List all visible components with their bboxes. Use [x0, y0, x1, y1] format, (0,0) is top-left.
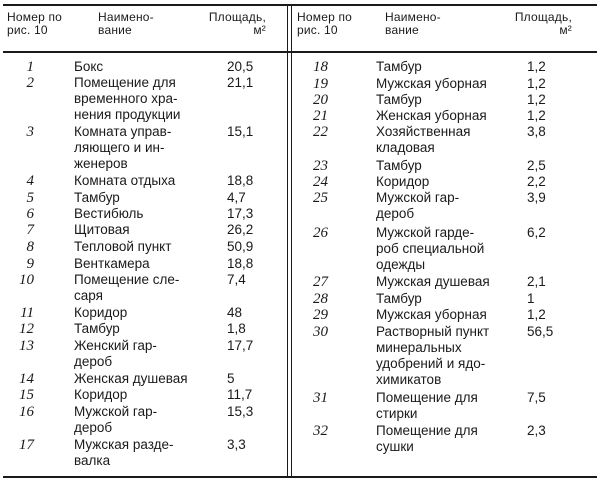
header-number [297, 11, 352, 37]
room-area: 3,9 [527, 190, 546, 205]
room-name-line: Комната управ- [74, 124, 172, 139]
room-name-line: Венткамера [74, 256, 150, 271]
room-name-line: Мужская уборная [376, 76, 487, 91]
room-name-line: нения продукции [74, 107, 181, 122]
room-area: 1,2 [527, 59, 546, 74]
header-number [7, 11, 62, 37]
room-area: 21,1 [227, 75, 254, 90]
header-name-line: вание [98, 23, 132, 37]
room-name-line: Тамбур [376, 291, 422, 306]
room-name-line: Щитовая [74, 222, 130, 237]
room-area: 3,3 [227, 437, 246, 452]
row-number: 14 [19, 371, 34, 387]
room-area: 1,2 [527, 108, 546, 123]
room-name-line: Растворный пункт [376, 324, 490, 339]
room-name [376, 108, 487, 124]
room-name-line: Женская душевая [74, 371, 188, 386]
row-number: 21 [313, 108, 328, 124]
room-name-line: Тамбур [74, 321, 120, 336]
room-name [376, 190, 459, 222]
room-name-line: временного хра- [74, 91, 178, 106]
room-name-line: стирки [376, 406, 418, 421]
header-name-line: Наимено- [385, 10, 441, 24]
room-name [376, 92, 422, 108]
row-number: 12 [19, 321, 34, 337]
header-area-line: м² [253, 23, 266, 37]
row-number: 19 [313, 76, 328, 92]
header-name-line: Наимено- [98, 10, 154, 24]
room-area: 15,1 [227, 124, 254, 139]
room-name [74, 404, 157, 436]
room-name [74, 75, 180, 123]
room-area: 1,2 [527, 76, 546, 91]
room-area: 7,4 [227, 272, 246, 287]
room-name-line: Коридор [376, 174, 430, 189]
header-area-line: Площадь, [514, 10, 572, 24]
room-name-line: Помещение для [74, 75, 176, 90]
row-number: 29 [313, 307, 328, 323]
room-area: 50,9 [227, 239, 254, 254]
room-name [376, 307, 487, 323]
room-name-line: ляющего и ин- [74, 140, 165, 155]
room-area: 1,2 [527, 92, 546, 107]
room-name [74, 437, 174, 469]
room-name-line: Помещение для [376, 423, 478, 438]
room-name-line: саря [74, 288, 103, 303]
room-name-line: Мужской гар- [376, 190, 460, 205]
room-name [376, 423, 478, 455]
room-name-line: Помещение для [376, 390, 478, 405]
room-area: 17,7 [227, 338, 254, 353]
room-name [74, 338, 157, 370]
room-area: 20,5 [227, 59, 254, 74]
room-name-line: минеральных [376, 340, 462, 355]
row-number: 11 [20, 305, 34, 321]
room-name [376, 291, 422, 307]
room-area: 1 [527, 291, 535, 306]
room-name-line: одежды [376, 257, 426, 272]
row-number: 10 [19, 272, 34, 288]
room-name-line: Комната отдыха [74, 173, 176, 188]
room-name [74, 256, 150, 272]
row-number: 3 [26, 124, 34, 140]
header-area [480, 11, 572, 37]
room-area: 2,5 [527, 158, 546, 173]
row-number: 27 [313, 274, 328, 290]
row-number: 15 [19, 387, 34, 403]
top-rule [3, 4, 597, 6]
room-name [376, 76, 487, 92]
header-area-line: Площадь, [208, 10, 266, 24]
room-name-line: дероб [74, 354, 113, 369]
header-name [98, 11, 154, 37]
column-divider [291, 4, 292, 477]
room-name-line: женеров [74, 156, 128, 171]
row-number: 26 [313, 225, 328, 241]
room-name [74, 222, 130, 238]
room-name-line: Женский гар- [74, 338, 157, 353]
room-name [74, 387, 127, 403]
header-name [385, 11, 441, 37]
room-name-line: Вестибюль [74, 206, 144, 221]
room-name-line: роб специальной [376, 241, 485, 256]
room-name-line: Женская уборная [376, 108, 487, 123]
room-name [74, 371, 188, 387]
room-name [74, 305, 127, 321]
row-number: 17 [19, 437, 34, 453]
room-name-line: Тамбур [74, 190, 120, 205]
row-number: 22 [313, 124, 328, 140]
room-name [74, 173, 175, 189]
room-area: 15,3 [227, 404, 254, 419]
header-area-line: м² [559, 23, 572, 37]
row-number: 4 [26, 173, 34, 189]
room-name [74, 124, 171, 172]
header-area [186, 11, 266, 37]
header-number-line: Номер по [297, 10, 353, 24]
room-name-line: Мужская уборная [376, 307, 487, 322]
row-number: 7 [26, 222, 34, 238]
room-name-line: химикатов [376, 372, 442, 387]
room-name [74, 321, 120, 337]
room-name-line: Коридор [74, 305, 128, 320]
room-name [74, 206, 143, 222]
room-area: 48 [227, 305, 243, 320]
row-number: 18 [313, 59, 328, 75]
room-name-line: Хозяйственная [376, 124, 471, 139]
room-name [376, 324, 489, 388]
room-area: 56,5 [527, 324, 554, 339]
room-name [376, 174, 429, 190]
room-area: 6,2 [527, 225, 546, 240]
room-name [376, 158, 422, 174]
row-number: 13 [19, 338, 34, 354]
room-name-line: Мужской гарде- [376, 225, 475, 240]
room-name-line: Бокс [74, 59, 104, 74]
room-name-line: дероб [74, 420, 113, 435]
room-name [376, 390, 478, 422]
room-area: 5 [227, 371, 235, 386]
room-name [74, 272, 179, 304]
header-number-line: рис. 10 [7, 23, 48, 37]
row-number: 28 [313, 291, 328, 307]
row-number: 6 [26, 206, 34, 222]
header-name-line: вание [385, 23, 419, 37]
row-number: 24 [313, 174, 328, 190]
room-name-line: кладовая [376, 140, 435, 155]
room-name-line: Тамбур [376, 59, 422, 74]
room-area: 26,2 [227, 222, 254, 237]
room-area: 18,8 [227, 256, 254, 271]
room-name-line: Мужской гар- [74, 404, 158, 419]
row-number: 32 [313, 423, 328, 439]
room-name [376, 225, 484, 273]
room-name [74, 190, 120, 206]
row-number: 31 [313, 390, 328, 406]
room-name-line: сушки [376, 439, 414, 454]
row-number: 23 [313, 158, 328, 174]
room-name-line: Тамбур [376, 158, 422, 173]
room-name-line: дероб [376, 206, 415, 221]
room-name [376, 124, 470, 156]
room-name-line: Помещение сле- [74, 272, 180, 287]
room-name-line: валка [74, 453, 111, 468]
bottom-rule [3, 476, 597, 478]
room-name [74, 59, 103, 75]
row-number: 20 [313, 92, 328, 108]
room-name-line: удобрений и ядо- [376, 356, 486, 371]
row-number: 2 [26, 75, 34, 91]
room-name-line: Тамбур [376, 92, 422, 107]
room-area: 3,8 [527, 124, 546, 139]
header-number-line: рис. 10 [297, 23, 338, 37]
row-number: 5 [26, 190, 34, 206]
room-name-line: Мужская душевая [376, 274, 490, 289]
room-area: 1,8 [227, 321, 246, 336]
room-area: 18,8 [227, 173, 254, 188]
row-number: 1 [26, 59, 34, 75]
room-name [74, 239, 171, 255]
room-name-line: Тепловой пункт [74, 239, 172, 254]
room-name-line: Коридор [74, 387, 128, 402]
room-area: 1,2 [527, 307, 546, 322]
room-area: 11,7 [227, 387, 253, 402]
row-number: 30 [313, 324, 328, 340]
header-rule [3, 51, 597, 53]
room-area: 17,3 [227, 206, 254, 221]
row-number: 9 [26, 256, 34, 272]
room-area: 2,3 [527, 423, 546, 438]
room-area: 2,2 [527, 174, 546, 189]
row-number: 8 [26, 239, 34, 255]
room-name [376, 59, 422, 75]
room-area: 7,5 [527, 390, 546, 405]
row-number: 16 [19, 404, 34, 420]
column-divider [287, 4, 288, 477]
room-area: 4,7 [227, 190, 246, 205]
header-number-line: Номер по [7, 10, 63, 24]
room-name-line: Мужская разде- [74, 437, 174, 452]
row-number: 25 [313, 190, 328, 206]
room-area: 2,1 [527, 274, 546, 289]
room-name [376, 274, 490, 290]
